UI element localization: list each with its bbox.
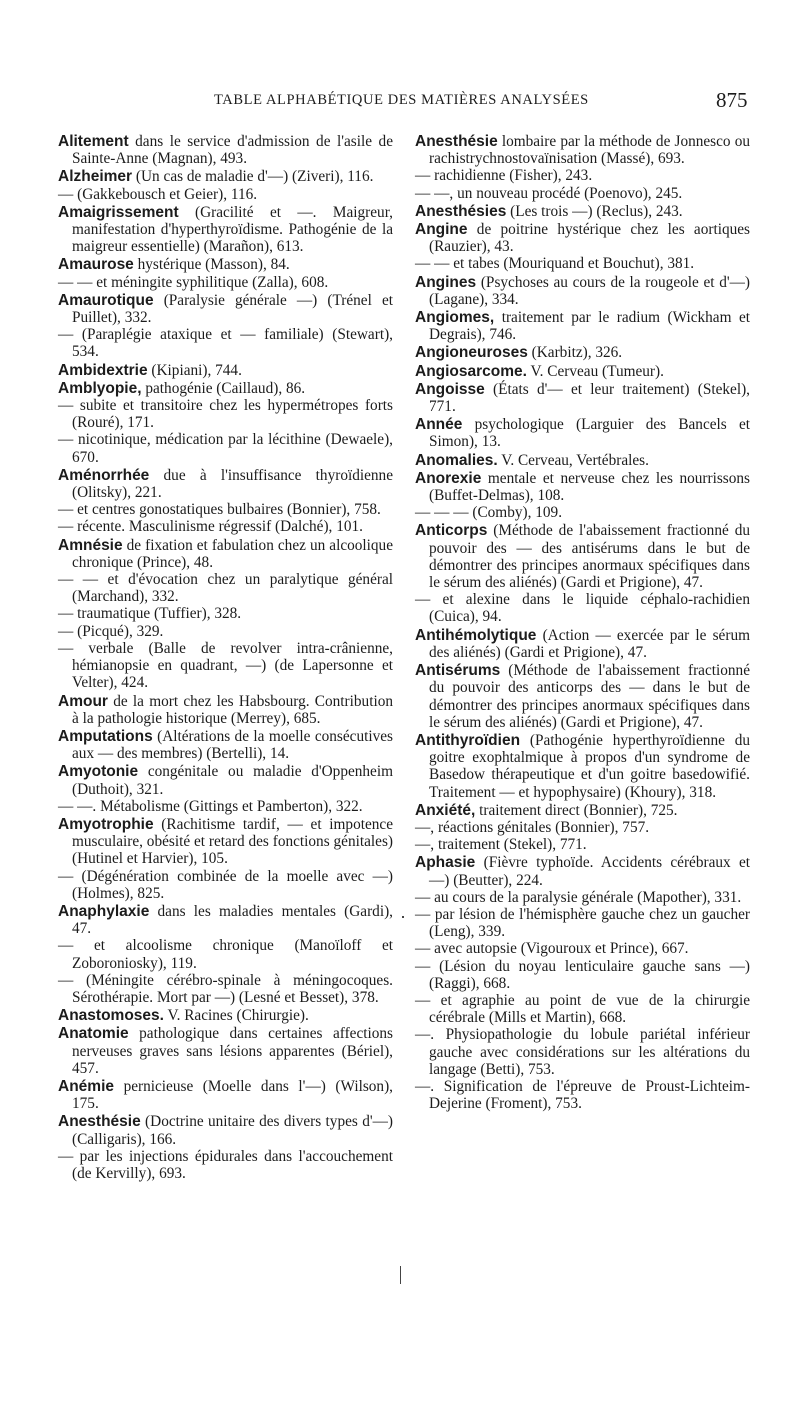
entry-headword: Angiosarcome. (415, 362, 527, 380)
entry-text: — avec autopsie (Vigouroux et Prince), 667. (415, 940, 689, 958)
entry-headword: Anorexie (415, 469, 482, 487)
entry-text: — —, un nouveau procédé (Poenovo), 245. (415, 184, 683, 202)
index-entry (58, 728, 393, 762)
entry-text: dans le service d'admission de l'asile de Sainte-Anne (Magnan), 493. (72, 133, 393, 168)
entry-headword: Ambidextrie (58, 361, 148, 379)
entry-text: — par lésion de l'hémisphère gauche chez un gaucher (Leng), 339. (415, 905, 750, 941)
entry-text: (États d'— et leur traitement) (Stekel), 771. (429, 380, 750, 416)
index-entry (415, 452, 750, 469)
entry-headword: Angioneuroses (415, 344, 528, 362)
index-entry (415, 363, 750, 380)
index-entry (58, 397, 393, 431)
entry-text: —, traitement (Stekel), 771. (415, 836, 587, 854)
printing-speck (402, 916, 404, 918)
entry-headword: Antithyroïdien (415, 731, 521, 749)
index-entry (58, 605, 393, 622)
entry-text: — et centres gonostatiques bulbaires (Bonnier), 758. (58, 501, 381, 519)
index-entry (415, 504, 750, 521)
entry-headword: Amyotonie (58, 763, 139, 781)
index-entry (415, 889, 750, 906)
index-entry (415, 255, 750, 272)
entry-headword: Anaphylaxie (58, 902, 150, 920)
entry-text: (Action — exercée par le sérum des aliénés) (Gardi et Prigione), 47. (429, 626, 750, 661)
index-entry (58, 362, 393, 379)
entry-text: (Rachitisme tardif, — et impotence musculaire, obésité et retard des fonctions génitales) (Hutinel et Harvier), 105. (72, 815, 393, 868)
index-entry (58, 1007, 393, 1024)
entry-headword: Angine (415, 221, 468, 239)
entry-text: V. Cerveau, Vertébrales. (497, 451, 649, 469)
entry-headword: Aphasie (415, 854, 476, 872)
entry-text: dans les maladies mentales (Gardi), 47. (72, 902, 393, 938)
index-entry (415, 221, 750, 255)
entry-headword: Anatomie (58, 1025, 129, 1043)
entry-headword: Amaurotique (58, 291, 154, 309)
header-title: TABLE ALPHABÉTIQUE DES MATIÈRES ANALYSÉES (214, 92, 589, 108)
index-entry (415, 591, 750, 625)
entry-text: pathologique dans certaines affections nerveuses graves sans lésions apparentes (Bériel), 457. (72, 1025, 393, 1077)
entry-text: — subite et transitoire chez les hypermétropes forts (Rouré), 171. (58, 397, 393, 432)
entry-text: —, réactions génitales (Bonnier), 757. (415, 818, 650, 836)
entry-headword: Angines (415, 273, 477, 291)
index-entry (58, 133, 393, 167)
entry-headword: Anastomoses. (58, 1007, 164, 1025)
entry-text: — verbale (Balle de revolver intra-crânienne, hémianopsie en quadrant, —) (de Lapersonne et Velter), 424. (58, 639, 393, 692)
entry-text: — — et tabes (Mouriquand et Bouchut), 381. (415, 255, 695, 273)
index-column-right (415, 132, 750, 1112)
index-entry (415, 627, 750, 661)
index-entry (415, 992, 750, 1026)
index-entry (415, 309, 750, 343)
index-entry (58, 467, 393, 501)
entry-text: — au cours de la paralysie générale (Mapother), 331. (415, 888, 742, 906)
entry-headword: Anticorps (415, 522, 488, 540)
entry-headword: Alzheimer (58, 168, 133, 186)
entry-headword: Anémie (58, 1077, 114, 1095)
index-entry (58, 763, 393, 797)
entry-headword: Amour (58, 692, 108, 710)
index-entry (415, 836, 750, 853)
index-entry (415, 958, 750, 992)
index-entry (58, 903, 393, 937)
entry-text: due à l'insuffisance thyroïdienne (Olitsky), 221. (72, 466, 393, 502)
index-entry (415, 522, 750, 591)
entry-headword: Année (415, 416, 463, 434)
entry-text: — (Dégénération combinée de la moelle avec —) (Holmes), 825. (58, 867, 393, 902)
entry-text: (Karbitz), 326. (527, 344, 623, 362)
index-entry (58, 972, 393, 1006)
entry-text: (Altérations de la moelle consécutives aux — des membres) (Bertelli), 14. (72, 727, 393, 763)
index-entry (415, 1078, 750, 1112)
index-entry (58, 868, 393, 902)
entry-headword: Alitement (58, 133, 129, 150)
entry-text: traitement par le radium (Wickham et Degrais), 746. (429, 309, 750, 344)
entry-headword: Amaurose (58, 256, 134, 274)
entry-text: (Doctrine unitaire des divers types d'—) (Calligaris), 166. (72, 1113, 393, 1148)
index-entry (58, 431, 393, 465)
entry-text: — (Gakkebousch et Geier), 116. (58, 185, 258, 203)
index-entry (415, 381, 750, 415)
index-entry (415, 167, 750, 184)
index-entry (415, 274, 750, 308)
entry-headword: Amnésie (58, 536, 123, 554)
entry-headword: Antisérums (415, 662, 501, 680)
entry-headword: Angiomes, (415, 309, 495, 327)
index-entry (58, 937, 393, 971)
index-entry (58, 380, 393, 397)
entry-text: — et alcoolisme chronique (Manoïloff et Zoboroniosky), 119. (58, 937, 393, 972)
entry-text: — — et d'évocation chez un paralytique général (Marchand), 332. (58, 571, 393, 606)
entry-text: (Paralysie générale —) (Trénel et Puillet), 332. (72, 291, 393, 327)
entry-headword: Anxiété, (415, 801, 476, 819)
entry-headword: Amputations (58, 727, 153, 745)
entry-headword: Anesthésie (415, 133, 498, 150)
index-entry (415, 470, 750, 504)
index-entry (58, 623, 393, 640)
index-entry (415, 906, 750, 940)
entry-headword: Amaigrissement (58, 203, 179, 221)
entry-text: — et agraphie au point de vue de la chirurgie cérébrale (Mills et Martin), 668. (415, 991, 750, 1027)
entry-headword: Anesthésie (58, 1113, 141, 1131)
index-entry (58, 640, 393, 692)
entry-text: — — et méningite syphilitique (Zalla), 608. (58, 273, 329, 291)
entry-text: —. Signification de l'épreuve de Proust-Lichteim-Dejerine (Froment), 753. (415, 1077, 750, 1113)
entry-text: (Fièvre typhoïde. Accidents cérébraux et —) (Beutter), 224. (429, 854, 750, 889)
entry-text: V. Cerveau (Tumeur). (526, 362, 664, 380)
entry-text: (Kipiani), 744. (147, 361, 242, 379)
index-entry (415, 802, 750, 819)
entry-text: — nicotinique, médication par la lécithine (Dewaele), 670. (58, 431, 393, 466)
entry-headword: Amyotrophie (58, 815, 154, 833)
index-entry (58, 274, 393, 291)
page-number: 875 (716, 88, 748, 112)
index-entry (58, 798, 393, 815)
entry-text: congénitale ou maladie d'Oppenheim (Duthoit), 321. (72, 763, 393, 798)
entry-text: — traumatique (Tuffier), 328. (58, 605, 242, 623)
entry-text: (Un cas de maladie d'—) (Ziveri), 116. (132, 168, 374, 186)
entry-text: — — — (Comby), 109. (415, 504, 563, 522)
entry-text: traitement direct (Bonnier), 725. (475, 801, 678, 819)
entry-text: lombaire par la méthode de Jonnesco ou rachistrychnostovaïnisation (Massé), 693. (429, 133, 750, 168)
index-entry (58, 1025, 393, 1077)
index-entry (58, 1078, 393, 1112)
index-entry (58, 1113, 393, 1147)
index-entry (415, 133, 750, 167)
index-entry (58, 256, 393, 273)
index-entry (415, 940, 750, 957)
index-entry (58, 693, 393, 727)
entry-headword: Anesthésies (415, 202, 507, 220)
entry-text: — —. Métabolisme (Gittings et Pamberton), 322. (58, 797, 363, 815)
index-entry (58, 186, 393, 203)
entry-text: — (Lésion du noyau lenticulaire gauche sans —) (Raggi), 668. (415, 957, 750, 992)
entry-text: — rachidienne (Fisher), 243. (415, 167, 593, 185)
index-entry (58, 1148, 393, 1182)
column-rule (400, 1266, 401, 1284)
index-entry (415, 416, 750, 450)
index-entry (415, 732, 750, 801)
index-entry (58, 537, 393, 571)
running-header (0, 88, 800, 116)
entry-text: mentale et nerveuse chez les nourrissons (Buffet-Delmas), 108. (429, 469, 750, 505)
entry-text: — (Picqué), 329. (58, 622, 164, 640)
index-entry (58, 292, 393, 326)
entry-text: — par les injections épidurales dans l'accouchement (de Kervilly), 693. (58, 1147, 393, 1182)
entry-headword: Anomalies. (415, 451, 498, 469)
entry-headword: Antihémolytique (415, 626, 537, 644)
index-entry (415, 854, 750, 888)
index-entry (415, 203, 750, 220)
entry-text: psychologique (Larguier des Bancels et Simon), 13. (429, 416, 750, 451)
entry-headword: Aménorrhée (58, 466, 150, 484)
entry-headword: Amblyopie, (58, 379, 142, 397)
index-entry (58, 816, 393, 868)
entry-text: (Méthode de l'abaissement fractionné du pouvoir des anticorps des — dans le but de démontrer des principes anormaux spécifiques dans le sérum des aliénés) (Gardi et Prigione), 47. (429, 662, 750, 731)
entry-text: (Psychoses au cours de la rougeole et d'—) (Lagane), 334. (429, 273, 750, 308)
entry-text: —. Physiopathologie du lobule pariétal inférieur gauche avec considérations sur les altérations du langage (Betti), 753. (415, 1026, 750, 1078)
index-entry (415, 1026, 750, 1078)
index-entry (415, 662, 750, 731)
entry-text: de la mort chez les Habsbourg. Contribution à la pathologie historique (Merrey), 685. (72, 692, 393, 727)
entry-text: — (Méningite cérébro-spinale à méningocoques. Sérothérapie. Mort par —) (Lesné et Besset), 378. (58, 971, 393, 1006)
index-entry (58, 326, 393, 360)
entry-headword: Angoisse (415, 380, 485, 398)
index-entry (58, 571, 393, 605)
entry-text: (Méthode de l'abaissement fractionné du pouvoir des — des antisérums dans le but de démontrer des principes anormaux spécifiques dans le sérum des aliénés) (Gardi et Prigione), 47. (429, 522, 750, 592)
index-entry (58, 204, 393, 256)
index-entry (58, 518, 393, 535)
index-column-left (58, 132, 393, 1182)
entry-text: (Gracilité et —. Maigreur, manifestation d'hyperthyroïdisme. Pathogénie de la maigreur essentielle) (Marañon), 613. (72, 203, 393, 256)
entry-text: — et alexine dans le liquide céphalo-rachidien (Cuica), 94. (415, 591, 750, 626)
index-entry (58, 501, 393, 518)
entry-text: de poitrine hystérique chez les aortiques (Rauzier), 43. (429, 221, 750, 256)
entry-text: V. Racines (Chirurgie). (163, 1007, 309, 1025)
entry-text: pernicieuse (Moelle dans l'—) (Wilson), 175. (72, 1077, 393, 1113)
entry-text: de fixation et fabulation chez un alcoolique chronique (Prince), 48. (72, 536, 393, 571)
entry-text: — récente. Masculinisme régressif (Dalché), 101. (58, 518, 363, 536)
entry-text: (Les trois —) (Reclus), 243. (506, 202, 683, 220)
entry-text: — (Paraplégie ataxique et — familiale) (Stewart), 534. (58, 326, 393, 361)
index-entry (58, 168, 393, 185)
index-entry (415, 819, 750, 836)
index-entry (415, 185, 750, 202)
entry-text: pathogénie (Caillaud), 86. (141, 379, 306, 397)
entry-text: hystérique (Masson), 84. (133, 256, 290, 274)
index-entry (415, 344, 750, 361)
entry-text: (Pathogénie hyperthyroïdienne du goitre exophtalmique à propos d'un syndrome de Basedow thérapeutique et d'un goitre basedowifié. Traitement — et hypophysaire) (Khoury), 318. (429, 731, 750, 801)
